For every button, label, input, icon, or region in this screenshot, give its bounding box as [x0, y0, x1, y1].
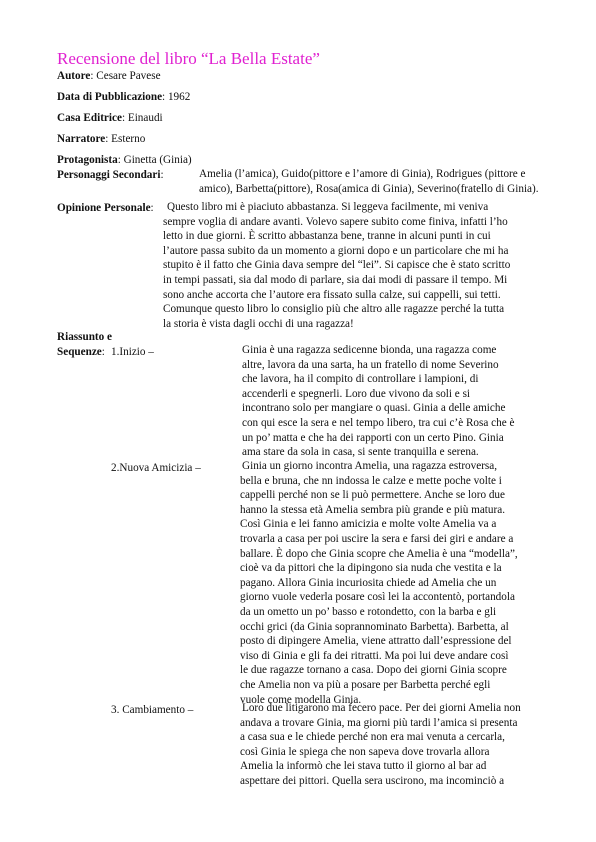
text-line: sempre voglia di andare avanti. Volevo sapere subito come finiva, infatti l’ho: [163, 215, 508, 228]
page-title: Recensione del libro “La Bella Estate”: [57, 49, 320, 68]
step-text-cambiamento: [240, 701, 521, 789]
meta-value: : 1962: [162, 91, 191, 103]
step-text-nuova-amicizia: [240, 459, 518, 707]
text-line: un po’ matta e che ha dei rapporti con un certo Pino. Ginia: [242, 431, 504, 444]
text-line: Ginia è una ragazza sedicenne bionda, una ragazza come: [242, 344, 497, 356]
text-line: a casa sua e le chiede perché non era mai venuta a cercarla,: [240, 731, 505, 744]
meta-narratore: [57, 133, 145, 146]
meta-autore: [57, 70, 161, 83]
text-line: cappelli perché non se li può permettere. Anche se loro due: [240, 489, 505, 502]
text-line: letto in due giorni. È scritto abbastanza bene, tranne in alcuni punti in cui: [163, 230, 491, 243]
text-line: vuole come modella Ginia.: [240, 693, 362, 706]
step-label-cambiamento: 3. Cambiamento –: [111, 704, 194, 716]
text-line: che Amelia non va più a posare per Barbetta perché egli: [240, 678, 491, 691]
text-line: Amelia la informò che lei stava tutto il giorno al bar ad: [240, 760, 487, 773]
text-line: cioè va da pittori che la dipingono sia nuda che vestita e la: [240, 562, 502, 575]
text-line: Questo libro mi è piaciuto abbastanza. Si leggeva facilmente, mi veniva: [167, 201, 489, 213]
text-line: posto di dipingere Amelia, viene attratto dall’espressione del: [240, 635, 512, 648]
step-label-inizio: 1.Inizio –: [111, 346, 154, 358]
meta-value: : Cesare Pavese: [90, 70, 161, 82]
text-line: la storia è vista dagli occhi di una ragazza!: [163, 317, 354, 330]
text-line: le due ragazze tornano a casa. Dopo dei giorni Ginia scopre: [240, 664, 507, 677]
meta-value: : Esterno: [105, 133, 146, 145]
text-line: l’autore passa subito da un momento a giorni dopo e un particolare che mi ha: [163, 244, 509, 257]
opinione-label-row: [57, 202, 154, 215]
meta-casa-editrice: [57, 112, 163, 125]
text-line: trovarla a casa per poi uscire la sera e farsi dei giri e andare a: [240, 532, 514, 545]
meta-label: Data di Pubblicazione: [57, 91, 163, 103]
text-line: incontrano solo per mangiare o quasi. Ginia a delle amiche: [242, 402, 506, 415]
text-line: ama stare da sola in casa, si sente tranquilla e serena.: [242, 446, 479, 459]
text-line: Ginia un giorno incontra Amelia, una ragazza estroversa,: [242, 460, 498, 472]
text-line: stupito è il fatto che Ginia dava sempre del “lei”. Si capisce che è stato scritto: [163, 259, 511, 272]
text-line: viso di Ginia e gli fa dei ritratti. Ma poi lui deve andare così: [240, 649, 509, 662]
opinione-text: [163, 200, 510, 331]
step-text-inizio: [242, 343, 514, 460]
riassunto-label: Riassunto e: [57, 331, 113, 343]
meta-protagonista: [57, 154, 192, 167]
meta-value: : Einaudi: [121, 112, 163, 124]
text-line: Amelia (l’amica), Guido(pittore e l’amore di Ginia), Rodrigues (pittore e: [199, 168, 526, 180]
sequenze-label: Sequenze: [57, 346, 102, 358]
text-line: aspettare dei pittori. Quella sera uscirono, ma incominciò a: [240, 774, 505, 787]
text-line: che lavora, ha il compito di controllare i lampioni, di: [242, 373, 479, 386]
meta-label: Narratore: [57, 133, 106, 145]
secondari-label: Personaggi Secondari: [57, 169, 161, 181]
meta-label: Autore: [57, 70, 91, 82]
secondari-sep: :: [160, 169, 164, 181]
opinione-sep: :: [150, 202, 154, 214]
meta-data-pubblicazione: [57, 91, 190, 104]
text-line: amico), Barbetta(pittore), Rosa(amica di Ginia), Severino(fratello di Ginia).: [199, 182, 539, 195]
secondari-text: [199, 167, 539, 196]
sequenze-label-row: [57, 346, 105, 359]
text-line: giorno vuole vederla posare così lei la accontentò, portandola: [240, 591, 515, 604]
text-line: da un ometto un po’ basso e rotondetto, con la barba e gli: [240, 605, 497, 618]
text-line: altre, lavora da una sarta, ha un fratello di nome Severino: [242, 358, 499, 371]
meta-value: : Ginetta (Ginia): [117, 154, 192, 166]
text-line: Così Ginia e lei fanno amicizia e molte volte Amelia va a: [240, 518, 497, 531]
meta-label: Casa Editrice: [57, 112, 122, 124]
text-line: ballare. È dopo che Ginia scopre che Amelia è una “modella”,: [240, 547, 518, 560]
step-label-nuova-amicizia: 2.Nuova Amicizia –: [111, 462, 201, 474]
text-line: pagano. Allora Ginia incuriosita chiede ad Amelia che un: [240, 576, 497, 589]
secondari-label-row: [57, 169, 164, 182]
text-line: accenderli e spegnerli. Loro due vivono da soli e si: [242, 387, 471, 400]
text-line: occhi grici (da Ginia soprannominato Barbetta). Barbetta, al: [240, 620, 509, 633]
text-line: andava a trovare Ginia, ma giorni più tardi l’amica si presenta: [240, 716, 518, 729]
text-line: con qui esce la sera e nel tempo libero, tra cui c’è Rosa che è: [242, 416, 515, 429]
meta-label: Protagonista: [57, 154, 118, 166]
sequenze-sep: :: [101, 346, 105, 358]
text-line: in tempi passati, sia dal modo di parlare, sia dai modi di passare il tempo. Mi: [163, 273, 508, 286]
text-line: bella e bruna, che nn indossa le calze e mette poche volte i: [240, 474, 502, 487]
text-line: sono anche accorta che l’autore era fissato sulla calze, sui cappelli, sui tetti.: [163, 288, 501, 301]
text-line: così Ginia le spiega che non sapeva dove trovarla allora: [240, 745, 490, 758]
text-line: Comunque questo libro lo consiglio più che altro alle ragazze perché la tutta: [163, 303, 505, 316]
text-line: Loro due litigarono ma fecero pace. Per dei giorni Amelia non: [242, 702, 521, 714]
text-line: hanno la stessa età Amelia sembra più grande e più matura.: [240, 503, 505, 516]
opinione-label: Opinione Personale: [57, 202, 151, 214]
